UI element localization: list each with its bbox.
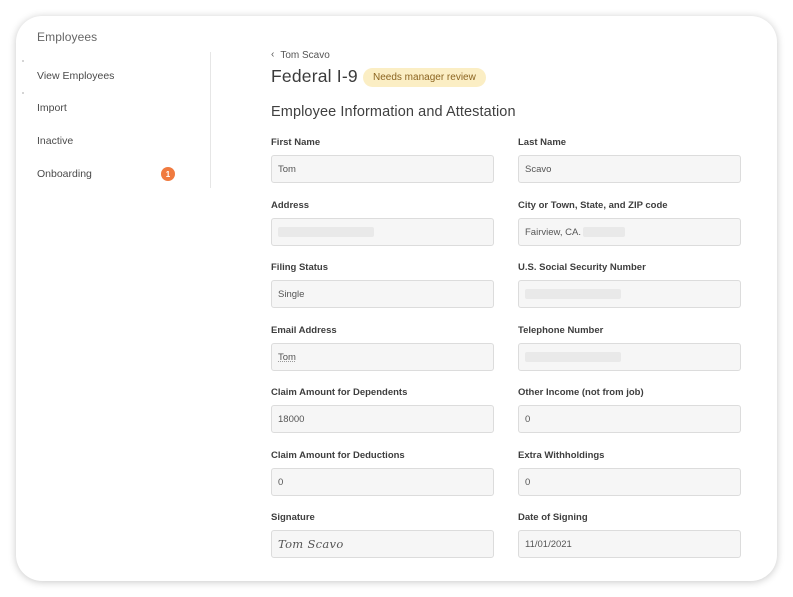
signature-label: Signature (271, 512, 315, 523)
first-name-value: Tom (278, 163, 296, 175)
address-label: Address (271, 200, 310, 211)
filing-status-label: Filing Status (271, 262, 328, 273)
last-name-label: Last Name (518, 137, 567, 148)
date-signed-label: Date of Signing (518, 512, 588, 523)
chevron-left-icon: ‹ (271, 49, 275, 60)
phone-field[interactable] (518, 343, 741, 371)
section-title: Employee Information and Attestation (271, 104, 516, 120)
redacted-value (278, 227, 374, 237)
redacted-value (525, 352, 621, 362)
email-field[interactable] (271, 343, 494, 371)
main-card (16, 16, 777, 581)
other-income-field[interactable] (518, 405, 741, 433)
last-name-field[interactable] (518, 155, 741, 183)
address-field[interactable] (271, 218, 494, 246)
phone-label: Telephone Number (518, 325, 604, 336)
sidebar-item-inactive[interactable]: Inactive (37, 135, 74, 147)
deductions-label: Claim Amount for Deductions (271, 450, 405, 461)
onboarding-count-badge: 1 (161, 167, 175, 181)
first-name-field[interactable] (271, 155, 494, 183)
email-label: Email Address (271, 325, 337, 336)
breadcrumb-label: Tom Scavo (280, 49, 330, 61)
sidebar-title: Employees (37, 30, 98, 44)
redacted-value (525, 289, 621, 299)
redacted-value (583, 227, 625, 237)
first-name-label: First Name (271, 137, 321, 148)
deductions-value: 0 (278, 476, 284, 488)
sidebar-item-view-employees[interactable]: View Employees (37, 70, 115, 82)
ssn-field[interactable] (518, 280, 741, 308)
city-label: City or Town, State, and ZIP code (518, 200, 668, 211)
main-content (271, 16, 761, 581)
city-value: Fairview, CA. (525, 226, 581, 238)
filing-status-field[interactable] (271, 280, 494, 308)
deductions-field[interactable] (271, 468, 494, 496)
signature-field[interactable] (271, 530, 494, 558)
extra-withholdings-field[interactable] (518, 468, 741, 496)
status-badge: Needs manager review (363, 68, 486, 87)
sidebar-item-onboarding[interactable]: Onboarding (37, 168, 92, 180)
breadcrumb[interactable] (271, 48, 330, 62)
sidebar-item-import[interactable]: Import (37, 102, 67, 114)
nav-dot (22, 92, 24, 94)
page-title: Federal I-9 (271, 66, 358, 86)
filing-status-value: Single (278, 288, 305, 300)
signature-value: Tom Scavo (278, 537, 344, 551)
nav-dot (22, 60, 24, 62)
dependents-label: Claim Amount for Dependents (271, 387, 408, 398)
dependents-field[interactable] (271, 405, 494, 433)
sidebar-divider (210, 52, 211, 188)
other-income-label: Other Income (not from job) (518, 387, 644, 398)
other-income-value: 0 (525, 413, 531, 425)
dependents-value: 18000 (278, 413, 305, 425)
email-value: Tom (278, 351, 296, 363)
extra-withholdings-label: Extra Withholdings (518, 450, 605, 461)
city-field[interactable] (518, 218, 741, 246)
extra-withholdings-value: 0 (525, 476, 531, 488)
last-name-value: Scavo (525, 163, 552, 175)
ssn-label: U.S. Social Security Number (518, 262, 646, 273)
date-signed-value: 11/01/2021 (525, 538, 572, 550)
date-signed-field[interactable] (518, 530, 741, 558)
sidebar (16, 16, 211, 581)
